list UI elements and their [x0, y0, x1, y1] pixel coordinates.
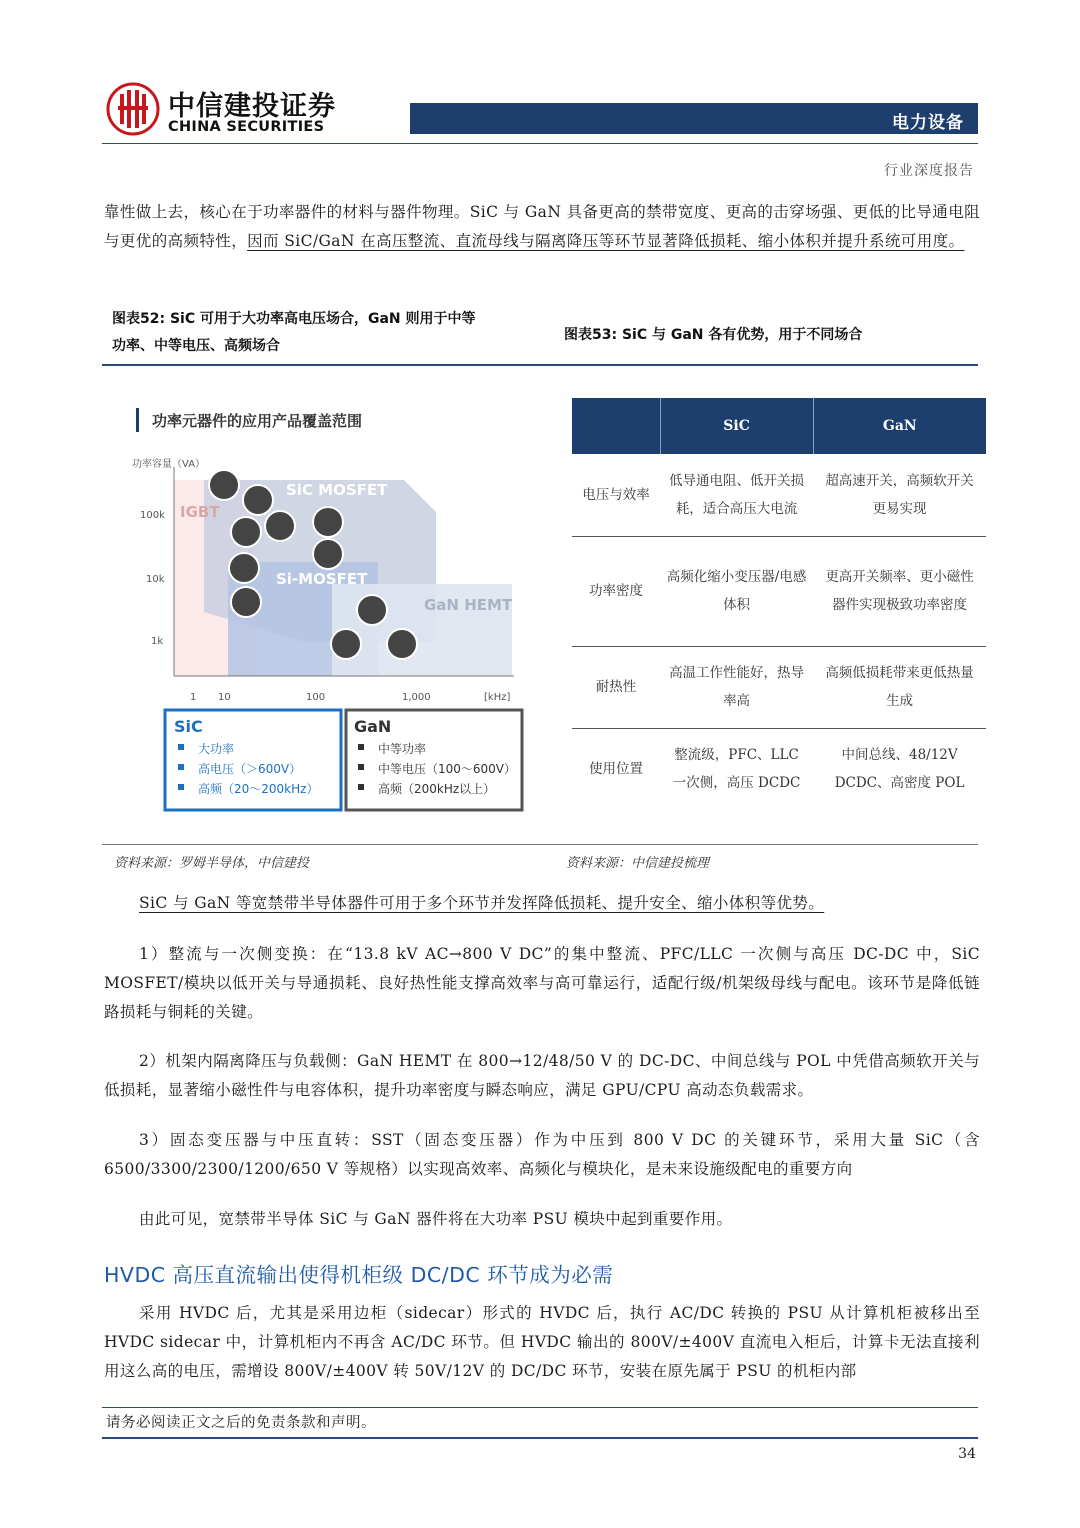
- sector-banner: [410, 103, 978, 134]
- footer-rule-bottom: [102, 1437, 978, 1439]
- table-cell-sic: 整流级，PFC、LLC 一次侧，高压 DCDC: [672, 747, 801, 792]
- figure-top-rule: [102, 364, 978, 366]
- y-tick-100k: 100k: [140, 510, 165, 521]
- figure52-caption: [112, 306, 476, 360]
- region-label-si-mosfet: Si-MOSFET: [276, 570, 368, 588]
- x-tick-unit: [kHz]: [484, 692, 511, 703]
- table-cell-gan: 超高速开关，高频软开关更易实现: [813, 454, 986, 536]
- robot-arm-icon: [209, 470, 239, 500]
- table-header-cell: SiC: [660, 398, 813, 454]
- table-row: [572, 454, 986, 536]
- intro-paragraph: [104, 198, 980, 256]
- sector-label: 电力设备: [892, 113, 964, 133]
- diagram-title-marker: [136, 408, 139, 432]
- adapter-icon: [387, 629, 417, 659]
- table-row: [572, 646, 986, 728]
- table-cell-sic: 高频化缩小变压器/电感体积: [660, 536, 813, 646]
- sic-legend-item: 高频（20～200kHz）: [198, 782, 319, 796]
- y-tick-10k: 10k: [146, 574, 165, 585]
- comparison-table: [572, 398, 986, 810]
- table-cell-key: 耐热性: [572, 646, 660, 728]
- x-tick-1000: 1,000: [402, 692, 431, 703]
- table-row: [572, 536, 986, 646]
- gan-legend-title: GaN: [354, 717, 392, 736]
- sic-legend-item: 大功率: [198, 742, 235, 756]
- table-cell-key: 功率密度: [572, 536, 660, 646]
- x-tick-100: 100: [306, 692, 326, 703]
- point-paragraph: 3）固态变压器与中压直转：SST（固态变压器）作为中压到 800 V DC 的关键环节，采用大量 SiC（含 6500/3300/2300/1200/650 V 等规格）以实现高效率、高频化与模块化，是未来设施级配电的重要方向: [104, 1131, 980, 1178]
- intro-text: 靠性做上去，核心在于功率器件的材料与器件物理。SiC 与 GaN 具备更高的禁带宽度、更高的击穿场强、更低的比导通电阻与更优的高频特性，: [104, 203, 981, 250]
- table-cell-key: 使用位置: [589, 761, 643, 778]
- point-paragraph: 1）整流与一次侧变换：在“13.8 kV AC→800 V DC”的集中整流、PFC/LLC 一次侧与高压 DC-DC 中，SiC MOSFET/模块以低开关与导通损耗、良好热性能支撑高效率与高可靠运行，适配行级/机架级母线与配电。该环节是降低链路损耗与铜耗的关键。: [104, 945, 980, 1021]
- sic-legend-title: SiC: [174, 717, 203, 736]
- table-header-cell: GaN: [813, 398, 986, 454]
- industrial-robot-icon: [229, 553, 259, 583]
- table-cell-gan: 更高开关频率、更小磁性器件实现极致功率密度: [813, 536, 986, 646]
- table-row: [572, 728, 986, 810]
- section-body: 采用 HVDC 后，尤其是采用边柜（sidecar）形式的 HVDC 后，执行 AC/DC 转换的 PSU 从计算机柜被移出至 HVDC sidecar 中，计算机柜内不再含 AC/DC 环节。但 HVDC 输出的 800V/±400V 直流电入柜后，计算卡无法直接利用这么高的电压，需增设 800V/±400V 转 50V/12V 的 DC/DC 环节，安装在原先属于 PSU 的机柜内部: [104, 1304, 980, 1380]
- brand-name-en: CHINA SECURITIES: [168, 119, 325, 135]
- table-cell-gan: 中间总线、48/12V DCDC、高密度 POL: [834, 747, 965, 792]
- report-type: 行业深度报告: [884, 163, 974, 179]
- table-header-row: [572, 398, 986, 454]
- x-tick-10: 10: [218, 692, 231, 703]
- footer-rule-top: [102, 1407, 978, 1408]
- region-label-sic-mosfet: SiC MOSFET: [286, 481, 388, 499]
- table-cell-key: 电压与效率: [572, 454, 660, 536]
- washing-machine-icon: [231, 587, 261, 617]
- figure53-source: 资料来源：中信建投梳理: [566, 856, 710, 871]
- y-axis-label: 功率容量（VA）: [132, 459, 206, 470]
- x-tick-1: 1: [190, 692, 197, 703]
- gan-legend-item: 高频（200kHz以上）: [378, 782, 496, 796]
- page-number: 34: [958, 1446, 976, 1462]
- ev-car-icon: [243, 485, 273, 515]
- brand-name-cn: 中信建投证券: [168, 91, 336, 122]
- summary-paragraph: [104, 889, 980, 918]
- diagram-title: 功率元器件的应用产品覆盖范围: [152, 412, 363, 430]
- charger-plug-icon: [331, 629, 361, 659]
- sic-legend-item: 高电压（＞600V）: [198, 762, 302, 776]
- y-tick-1k: 1k: [151, 636, 164, 647]
- table-header-cell: [572, 398, 660, 454]
- section-heading: HVDC 高压直流输出使得机柜级 DC/DC 环节成为必需: [104, 1263, 614, 1287]
- summary-text: SiC 与 GaN 等宽禁带半导体器件可用于多个环节并发挥降低损耗、提升安全、缩小体积等优势。: [139, 894, 825, 912]
- server-icon: [265, 511, 295, 541]
- point-paragraph: 2）机架内隔离降压与负载侧：GaN HEMT 在 800→12/48/50 V 的 DC-DC、中间总线与 POL 中凭借高频软开关与低损耗，显著缩小磁性件与电容体积，提升功率密度与瞬态响应，满足 GPU/CPU 高动态负载需求。: [104, 1052, 980, 1099]
- region-label-igbt: IGBT: [180, 503, 220, 521]
- figure52-caption-line1: 图表52: SiC 可用于大功率高电压场合，GaN 则用于中等: [112, 311, 476, 327]
- figure52-diagram: [104, 372, 544, 827]
- citic-logo-icon: [106, 82, 160, 136]
- air-conditioner-icon: [231, 517, 261, 547]
- intro-underlined-text: 因而 SiC/GaN 在高压整流、直流母线与隔离降压等环节显著降低损耗、缩小体积并提升系统可用度。: [247, 232, 965, 250]
- header-rule: [102, 143, 978, 144]
- disclaimer: 请务必阅读正文之后的免责条款和声明。: [106, 1415, 376, 1431]
- conclusion-paragraph: 由此可见，宽禁带半导体 SiC 与 GaN 器件将在大功率 PSU 模块中起到重要作用。: [139, 1210, 733, 1228]
- charging-station-icon: [313, 507, 343, 537]
- table-cell-sic: 低导通电阻、低开关损耗，适合高压大电流: [660, 454, 813, 536]
- region-label-gan-hemt: GaN HEMT: [424, 596, 513, 614]
- vehicle-icon: [313, 539, 343, 569]
- gan-legend-item: 中等电压（100～600V）: [378, 762, 517, 776]
- figure52-source: 资料来源：罗姆半导体，中信建投: [114, 856, 310, 871]
- figure53-caption: 图表53: SiC 与 GaN 各有优势，用于不同场合: [564, 327, 863, 343]
- gan-legend-item: 中等功率: [378, 742, 427, 756]
- battery-rack-icon: [357, 595, 387, 625]
- figure52-caption-line2: 功率、中等电压、高频场合: [112, 338, 280, 354]
- table-cell-sic: 高温工作性能好，热导率高: [660, 646, 813, 728]
- table-cell-gan: 高频低损耗带来更低热量生成: [813, 646, 986, 728]
- figure-bottom-rule: [102, 844, 978, 845]
